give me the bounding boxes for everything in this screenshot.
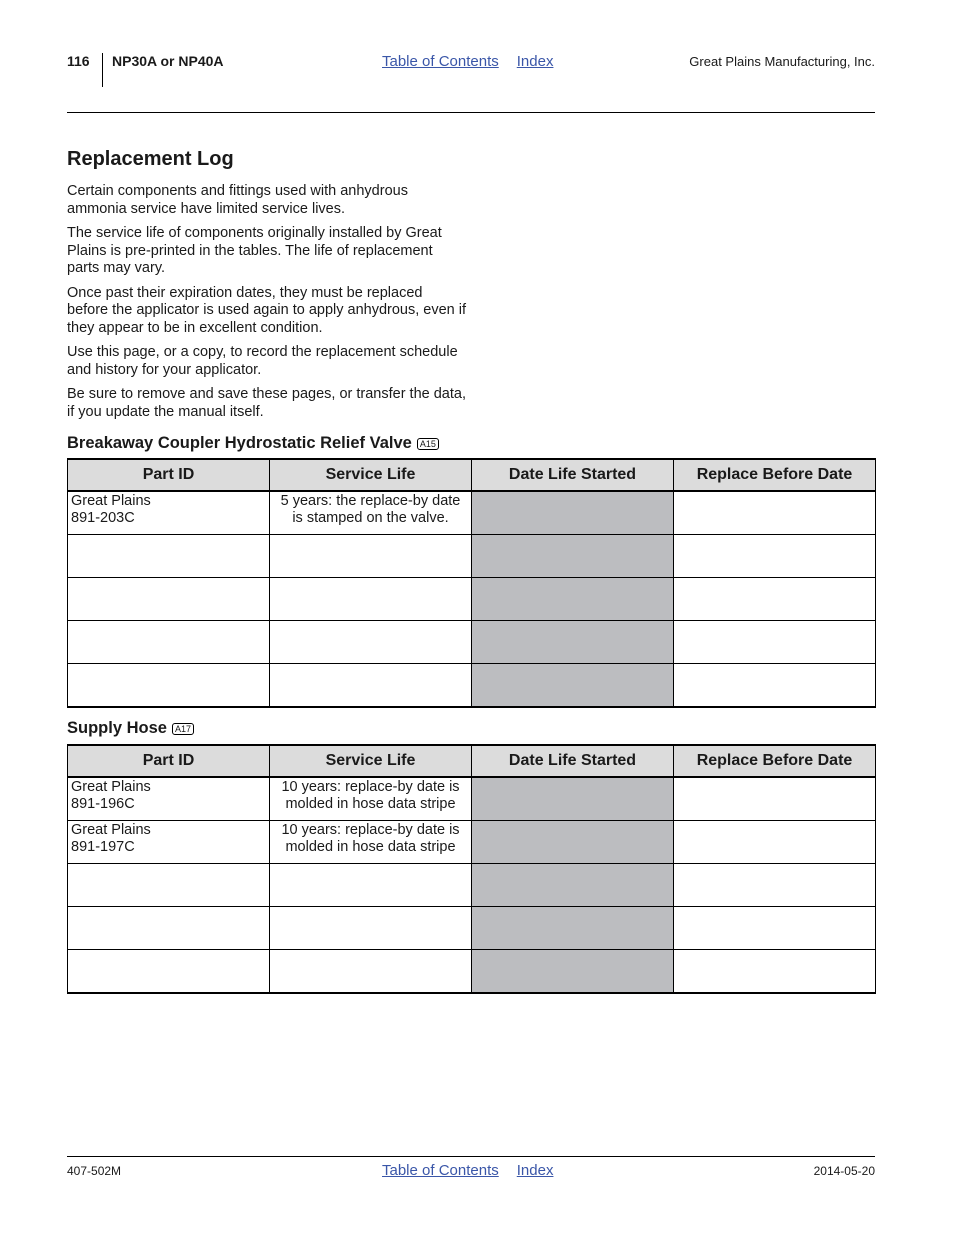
revision-date: 2014-05-20 [813, 1164, 875, 1178]
replace-before-date-cell[interactable] [674, 777, 876, 821]
service-life-cell [270, 821, 472, 864]
date-life-started-cell[interactable] [472, 864, 674, 907]
cell-text: 891-196C [71, 796, 135, 812]
cell-text: Great Plains [71, 822, 151, 838]
figure-ref-badge[interactable]: A15 [417, 438, 439, 450]
section-heading-relief-valve [67, 434, 439, 453]
service-life-cell [270, 777, 472, 821]
table-row [68, 907, 876, 950]
date-life-started-cell[interactable] [472, 950, 674, 994]
intro-paragraph: Once past their expiration dates, they must be replaced before the applicator is used again to apply anhydrous, even if they appear to be in excellent condition. [67, 284, 467, 336]
column-header-date-started: Date Life Started [472, 745, 674, 777]
intro-paragraph: Be sure to remove and save these pages, or transfer the data, if you update the manual itself. [67, 386, 466, 420]
page-number: 116 [67, 53, 90, 69]
part-id-cell [68, 578, 270, 621]
service-life-cell [270, 578, 472, 621]
company-name: Great Plains Manufacturing, Inc. [689, 54, 875, 69]
replace-before-date-cell[interactable] [674, 535, 876, 578]
replace-before-date-cell[interactable] [674, 621, 876, 664]
service-life-cell [270, 491, 472, 535]
table-row [68, 578, 876, 621]
column-header-part-id: Part ID [68, 745, 270, 777]
table-header-row [68, 459, 876, 491]
date-life-started-cell[interactable] [472, 621, 674, 664]
column-header-service-life: Service Life [270, 459, 472, 491]
part-id-cell [68, 907, 270, 950]
cell-text: molded in hose data stripe [285, 796, 456, 812]
column-header-part-id: Part ID [68, 459, 270, 491]
replace-before-date-cell[interactable] [674, 664, 876, 708]
figure-ref-badge[interactable]: A17 [172, 723, 194, 735]
model-name: NP30A or NP40A [112, 53, 224, 69]
footer-nav [382, 1162, 553, 1179]
date-life-started-cell[interactable] [472, 578, 674, 621]
part-id-cell [68, 535, 270, 578]
date-life-started-cell[interactable] [472, 821, 674, 864]
date-life-started-cell[interactable] [472, 491, 674, 535]
table-row [68, 821, 876, 864]
column-header-date-started: Date Life Started [472, 459, 674, 491]
service-life-cell [270, 907, 472, 950]
section-title: Supply Hose [67, 719, 167, 737]
document-number: 407-502M [67, 1164, 122, 1178]
column-header-replace-before: Replace Before Date [674, 459, 876, 491]
replace-before-date-cell[interactable] [674, 950, 876, 994]
table-row [68, 535, 876, 578]
intro-paragraph: Use this page, or a copy, to record the replacement schedule and history for your applicator. [67, 344, 458, 378]
column-header-replace-before: Replace Before Date [674, 745, 876, 777]
replace-before-date-cell[interactable] [674, 578, 876, 621]
part-id-cell [68, 621, 270, 664]
part-id-cell [68, 950, 270, 994]
date-life-started-cell[interactable] [472, 535, 674, 578]
cell-text: 10 years: replace-by date is [281, 822, 460, 838]
intro-text [67, 183, 467, 428]
part-id-cell [68, 864, 270, 907]
service-life-cell [270, 664, 472, 708]
date-life-started-cell[interactable] [472, 907, 674, 950]
intro-paragraph: The service life of components originally installed by Great Plains is pre-printed in the tables. The life of replacement parts may vary. [67, 225, 442, 276]
date-life-started-cell[interactable] [472, 664, 674, 708]
cell-text: Great Plains [71, 493, 151, 509]
cell-text: 891-203C [71, 510, 135, 526]
cell-text: Great Plains [71, 779, 151, 795]
replace-before-date-cell[interactable] [674, 907, 876, 950]
service-life-cell [270, 864, 472, 907]
part-id-cell [68, 491, 270, 535]
header-rule [67, 112, 875, 113]
replace-before-date-cell[interactable] [674, 864, 876, 907]
table-row [68, 950, 876, 994]
replace-before-date-cell[interactable] [674, 491, 876, 535]
cell-text: molded in hose data stripe [285, 839, 456, 855]
footer-rule [67, 1156, 875, 1157]
column-header-service-life: Service Life [270, 745, 472, 777]
toc-link[interactable]: Table of Contents [382, 1162, 499, 1179]
date-life-started-cell[interactable] [472, 777, 674, 821]
cell-text: is stamped on the valve. [292, 510, 449, 526]
index-link[interactable]: Index [516, 53, 554, 70]
section-heading-supply-hose [67, 719, 194, 738]
supply-hose-table [67, 744, 876, 994]
page-title: Replacement Log [67, 148, 234, 170]
part-id-cell [68, 777, 270, 821]
table-row [68, 777, 876, 821]
intro-paragraph: Certain components and fittings used with anhydrous ammonia service have limited service lives. [67, 183, 408, 217]
section-title: Breakaway Coupler Hydrostatic Relief Valve [67, 434, 412, 452]
cell-text: 10 years: replace-by date is [281, 779, 460, 795]
table-header-row [68, 745, 876, 777]
service-life-cell [270, 621, 472, 664]
table-row [68, 491, 876, 535]
replace-before-date-cell[interactable] [674, 821, 876, 864]
header-nav [382, 53, 553, 70]
part-id-cell [68, 664, 270, 708]
table-row [68, 621, 876, 664]
table-row [68, 864, 876, 907]
relief-valve-table [67, 458, 876, 708]
table-row [68, 664, 876, 708]
toc-link[interactable]: Table of Contents [382, 53, 499, 70]
cell-text: 891-197C [71, 839, 135, 855]
service-life-cell [270, 535, 472, 578]
cell-text: 5 years: the replace-by date [280, 493, 461, 509]
index-link[interactable]: Index [516, 1162, 554, 1179]
header-divider [102, 53, 103, 87]
part-id-cell [68, 821, 270, 864]
service-life-cell [270, 950, 472, 994]
